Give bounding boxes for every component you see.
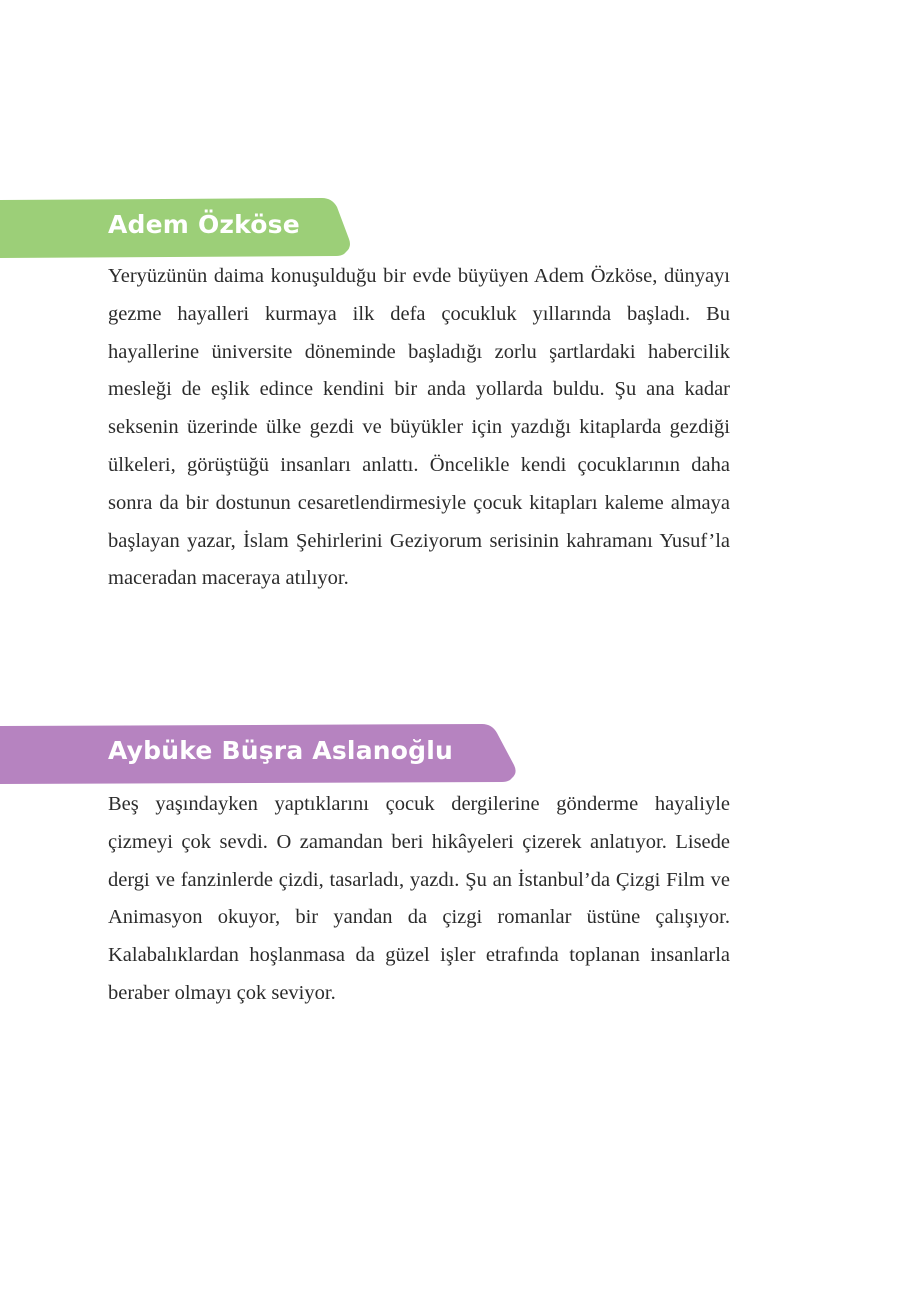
illustrator-name: Aybüke Büşra Aslanoğlu <box>108 736 454 765</box>
illustrator-bio: Beş yaşındayken yaptıklarını çocuk dergilerine gönderme hayaliyle çizmeyi çok sevdi. O zamandan beri hikâyeleri çizerek anlatıyor. Lisede dergi ve fanzinlerde çizdi, tasarladı, yazdı. Şu an İstanbul’da Çizgi Film ve Animasyon okuyor, bir yandan da çizgi romanlar üstüne çalışıyor. Kalabalıklardan hoşlanmasa da güzel işler etrafında toplanan insanlarla beraber olmayı çok seviyor. <box>108 793 730 1004</box>
author-name: Adem Özköse <box>108 210 300 239</box>
author-bio: Yeryüzünün daima konuşulduğu bir evde büyüyen Adem Özköse, dünyayı gezme hayalleri kurmaya ilk defa çocukluk yıllarında başladı. Bu hayallerine üniversite döneminde başladığı zorlu şartlardaki habercilik mesleği de eşlik edince kendini bir anda yollarda buldu. Şu ana kadar seksenin üzerinde ülke gezdi ve büyükler için yazdığı kitaplarda gezdiği ülkeleri, görüştüğü insanları anlattı. Öncelikle kendi çocuklarının daha sonra da bir dostunun cesaretlendirmesiyle çocuk kitapları kaleme almaya başlayan yazar, İslam Şehirlerini Geziyorum serisinin kahramanı Yusuf’la maceradan maceraya atılıyor. <box>108 265 730 590</box>
